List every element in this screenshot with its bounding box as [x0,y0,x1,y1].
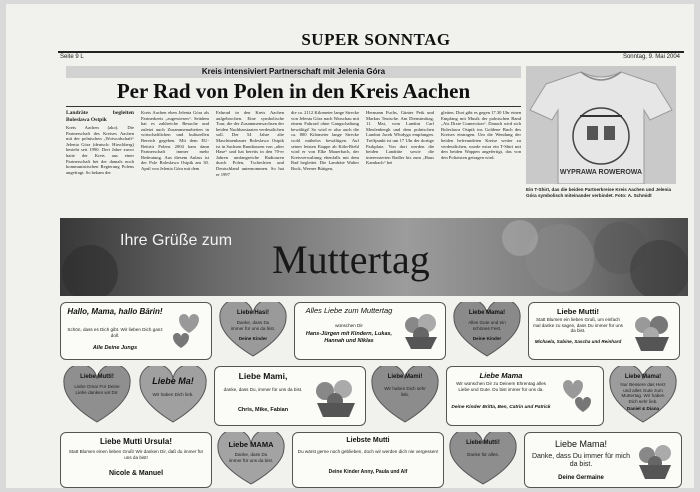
greeting-ad-4 [450,302,524,358]
greeting-title: Liebe Mutti! [80,374,114,380]
article-column-4 [291,110,359,200]
article-column-3 [216,110,284,200]
greeting-message: Nur Bessere das Herz und alles Gute zum Muttertag. Wir haben Dich sehr lieb. [620,382,666,404]
greeting-title: Liebe Mutti Ursula! [99,437,172,446]
article-text-3: Fahrrad in den Kreis Aachen aufgebrochen. Eine symbolische Tour, die der Zusammenwachsen der beiden Nachbarstaaten verdeutlichen soll. Der 54 Jahre alte Maschinenbauer Boleslawa Ostpik ist in Sachsen Rundtouren von „alter Hase“ und hat bereits in den 70-er Jahren umfangreiche Radtouren durch Polen, Tschechien und Deutschland unternommen. So hat er 1997 [216,110,284,177]
greeting-message: Wir haben Dich lieb. [152,392,194,397]
greeting-title: Liebe Ma! [152,376,194,386]
greeting-ad-6 [60,366,134,424]
hearts-decoration [169,311,207,351]
greeting-sender: Deine Kinder [472,336,502,341]
article-kicker: Kreis intensiviert Partnerschaft mit Jelenia Góra [66,66,521,78]
greeting-title: Liebe Mami! [387,374,423,380]
greeting-ad-9 [368,366,442,424]
greeting-ad-5 [528,302,680,360]
greeting-sender: Hans-Jürgen mit Kindern, Lukas, Hannah und Niklas [305,331,393,344]
greeting-title: Liebste Mutti [346,437,390,444]
greeting-sender: Deine Kinder Anny, Paula und Alf [328,469,408,475]
tshirt-text: WYPRAWA ROWEROWA [559,169,643,176]
greeting-message: wünschen Dir [335,323,363,328]
photo-credit: Foto: A. Schmidt [615,192,652,198]
tshirt-illustration [526,66,676,184]
greeting-message: Schön, dass es Dich gibt. Wir lieben Dich ganz doll. [67,327,163,338]
photo-caption [526,187,678,199]
page-number: Seite 9 L [60,54,84,60]
greeting-title: Liebe Mutti! [466,440,500,446]
greeting-message: Liebe Oma! Für Deine Liebe danken wir Dir. [74,384,120,395]
greeting-message: Wir haben Dich sehr lieb. [384,386,426,397]
greeting-title: Hallo, Mama, hallo Bärin! [67,307,163,316]
greeting-ad-10 [446,366,604,426]
greeting-sender: Michaela, Sabine, Sascha und Reinhard [534,339,622,344]
greeting-ad-12 [60,432,212,488]
flower-basket-icon [629,313,675,353]
greeting-title: Liebe Mami, [238,371,288,381]
mothers-day-banner [60,218,688,296]
greeting-ad-16 [524,432,682,488]
greeting-title: Liebe Mama! [624,374,662,380]
greeting-sender: Alle Deine Jungs [92,345,138,351]
headline-rule [66,106,521,107]
flower-basket-icon [635,443,677,481]
greeting-ad-8 [214,366,366,426]
article-text-5: Hermann Fuchs, Günter Peik und Markus Teutsche. Am Dienstmittag, 11. Mai, vom Landrat Carl Meulenbergh und dem polnischen Landrat Jacek Włodyga empfangen. Treffpunkt ist um 17 Uhr der dortige Parkplatz. Von dort werden die beiden Landräte sowie die interessierten Radler bis zum „Haus Kambach“ bei [366,110,434,166]
greeting-sender: Nicole & Manuel [108,470,164,477]
hearts-decoration [555,377,599,417]
article-text-4: die ca. 2112 Kilometer lange Strecke von Jelenia Góra nach Warschau mit einem Fahrrad ohne Gangschaltung bewältigt! So wird er also auch die ca. 800 Kilometer lange Strecke wohl mühelos bewältigen. Auf seiner letzten Etappe ab Köln-Riehl wird er von Elke Mauerbach, der Kreisverwaltung ebenfalls mit dem Rad begleitet. Die Landräte Walter Bock, Werner Büttgen, [291,110,359,171]
greeting-sender: Deine Germaine [558,475,604,481]
greeting-ad-3 [294,302,446,360]
issue-date: Sonntag, 9. Mai 2004 [622,54,680,60]
article-column-1 [66,110,134,200]
article-text-2: Kreis Aachen eben Jelenia Góra als Partnerkreis „zugewiesen“. Seitdem hat es zahlreiche Besuche und zuletzt auch Zusammenarbeiten in wirtschaftlichen und kulturellen Bereich gegeben. Mit dem EU-Beitritt Polens 2004 kam dann Partnerschaft immer mehr Bedeutung. Aus diesem Anlass ist der Pole Boleslawa Ostpik am 30. April von Jelenia Góra mit dem [141,110,209,171]
greeting-message: Danke, dass Du immer für mich da bist. [531,453,631,468]
article-subhead: Landräte begleiten Boleslawa Ostpik [66,110,134,123]
greeting-message: danke, dass Du, immer für uns da bist. [223,387,303,392]
flower-basket-icon [311,377,361,419]
greeting-title: Liebe Mutti! [556,307,600,316]
masthead-rule [58,51,684,53]
article-text-1: Kreis Aachen (ako). Die Partnerschaft des Kreises Aachen mit der polnischen „Woiwodschaft“ Jelenia Góra (deutsch: Hirschberg) besteht seit 1990. Drei Jahre zuvor hatte der Kreis aus einer Partnerschaft bei der damals noch kommunistischen Regierung Polens angefragt. So bekam der [66,125,134,175]
greeting-ad-15 [446,432,520,486]
greeting-message: Danke, dass Du immer für uns da bist. [230,320,276,331]
greeting-title: Liebe MAMA [228,440,274,449]
greeting-ad-14 [292,432,444,488]
caption-text: Ein T-Shirt, das die beiden Partnerkreise Kreis Aachen und Jelenia Góra symbolisch miteinander verbindet. [526,187,672,198]
article-headline: Per Rad von Polen in den Kreis Aachen [116,79,471,103]
greeting-ad-1 [60,302,212,360]
article-text-6: gleiten. Dort gibt es gegen 17.30 Uhr einen Empfang mit Musik der polnischen Band „Ais Dixie Connection“. Danach wird sich Boleslawa Ostpik ins Goldene Buch des Kreises eintragen. Um die Wendung der beiden befreundeten Kreise weiter zu verdeutlichen, wurde extra ein T-Shirt mit den beiden Wappen angefertigt, das von den Polizisten getragen wird. [441,110,521,160]
greeting-title: Alles Liebe zum Muttertag [305,306,393,315]
greeting-title: Liebe Mama [479,371,523,380]
greeting-ad-7 [136,366,210,424]
greeting-message: Danke, dass Du immer für uns da bist. [228,452,274,463]
greeting-sender: Deine Kinder [238,336,268,341]
flower-basket-icon [399,311,443,351]
greeting-title: Liebe Mama! [468,310,506,316]
article-column-5 [366,110,434,200]
greeting-message: Danke für alles. [467,452,499,457]
article-column-2 [141,110,209,200]
banner-subtitle: Ihre Grüße zum [120,232,233,249]
greeting-message: Du wärst gerne noch geblieben, doch wir werden dich nie vergessen! [297,449,439,454]
greeting-sender: Chris, Mike, Fabian [237,407,289,413]
greeting-message: Statt Blumen einen lieben Gruß! Wir danken Dir, daß du immer für uns da bist! [68,449,204,460]
banner-title: Muttertag [272,237,430,282]
newspaper-page [6,4,694,488]
article-column-6 [441,110,521,200]
tshirt-photo [526,66,676,184]
masthead: SUPER SONNTAG [301,30,451,49]
greeting-sender: Daniel & Diana [626,406,660,411]
greeting-message: Alles Gute und ein schönes Fest. [468,320,506,331]
greeting-ad-2 [216,302,290,358]
greeting-message: Wir wünschen Dir zu Deinem Ehrentag alles Liebe und Gute. Du bist immer für uns da. [456,381,546,392]
greeting-ad-11 [606,366,680,424]
greeting-ad-13 [214,432,288,486]
greeting-message: Statt Blumen ein lieben Gruß, um einfach mal danke zu sagen, dass Du immer für uns da bist. [533,317,623,334]
greeting-title: Liebe Hasi! [236,310,269,316]
greeting-sender: Deine Kinder Britta, Ben, Catrin und Patrick [451,405,551,410]
greeting-title: Liebe Mama! [554,439,608,449]
